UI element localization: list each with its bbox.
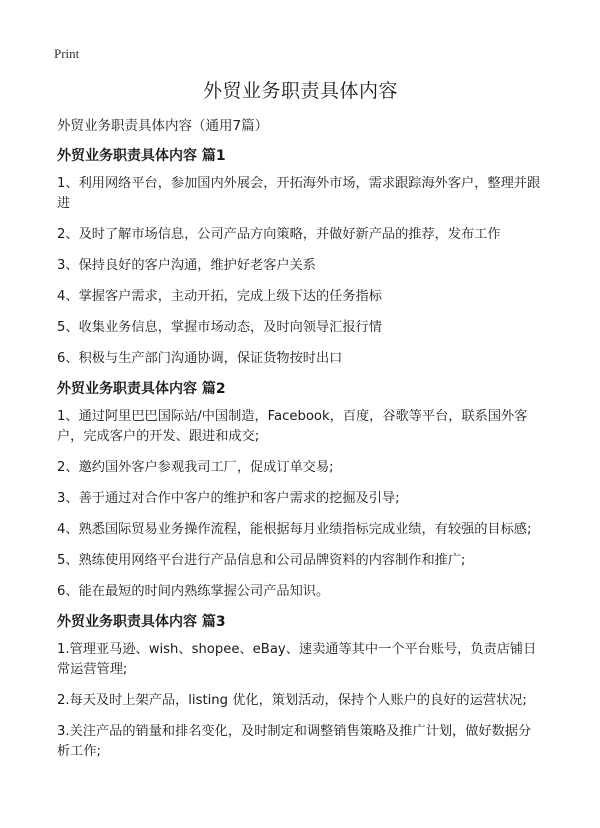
list-item: 2、邀约国外客户参观我司工厂，促成订单交易; (57, 460, 334, 475)
list-item: 5、收集业务信息，掌握市场动态，及时向领导汇报行情 (57, 320, 382, 335)
list-item: 1、通过阿里巴巴国际站/中国制造，Facebook，百度，谷歌等平台，联系国外客户，完成客户的开发、跟进和成交; (57, 409, 528, 444)
list-item: 2、及时了解市场信息，公司产品方向策略，并做好新产品的推荐，发布工作 (57, 227, 501, 242)
list-item: 3、善于通过对合作中客户的维护和客户需求的挖掘及引导; (57, 491, 400, 506)
list-item: 6、能在最短的时间内熟练掌握公司产品知识。 (57, 584, 330, 599)
list-item: 1.管理亚马逊、wish、shopee、eBay、速卖通等其中一个平台账号，负责店铺日常运营管理; (57, 642, 537, 677)
section-1 (57, 146, 544, 369)
list-item: 4、熟悉国际贸易业务操作流程，能根据每月业绩指标完成业绩，有较强的目标感; (57, 522, 532, 537)
list-item: 1、利用网络平台，参加国内外展会，开拓海外市场，需求跟踪海外客户，整理并跟进 (57, 176, 541, 211)
section-3 (57, 612, 544, 762)
print-label: Print (54, 46, 80, 61)
list-item: 5、熟练使用网络平台进行产品信息和公司品牌资料的内容制作和推广; (57, 553, 466, 568)
section-heading: 外贸业务职责具体内容 篇3 (57, 614, 226, 630)
list-item: 4、掌握客户需求，主动开拓，完成上级下达的任务指标 (57, 289, 382, 304)
list-item: 3、保持良好的客户沟通，维护好老客户关系 (57, 258, 316, 273)
section-2-list (57, 407, 544, 602)
section-heading: 外贸业务职责具体内容 篇2 (57, 381, 226, 397)
section-2 (57, 379, 544, 602)
section-3-list (57, 640, 544, 762)
document-subtitle: 外贸业务职责具体内容（通用7篇） (57, 118, 269, 134)
list-item: 2.每天及时上架产品，listing 优化，策划活动，保持个人账户的良好的运营状况; (57, 693, 527, 708)
list-item: 3.关注产品的销量和排名变化，及时制定和调整销售策略及推广计划，做好数据分析工作; (57, 724, 532, 759)
document-title: 外贸业务职责具体内容 (202, 80, 398, 102)
section-1-list (57, 174, 544, 369)
list-item: 6、积极与生产部门沟通协调，保证货物按时出口 (57, 351, 343, 366)
section-heading: 外贸业务职责具体内容 篇1 (57, 148, 226, 164)
